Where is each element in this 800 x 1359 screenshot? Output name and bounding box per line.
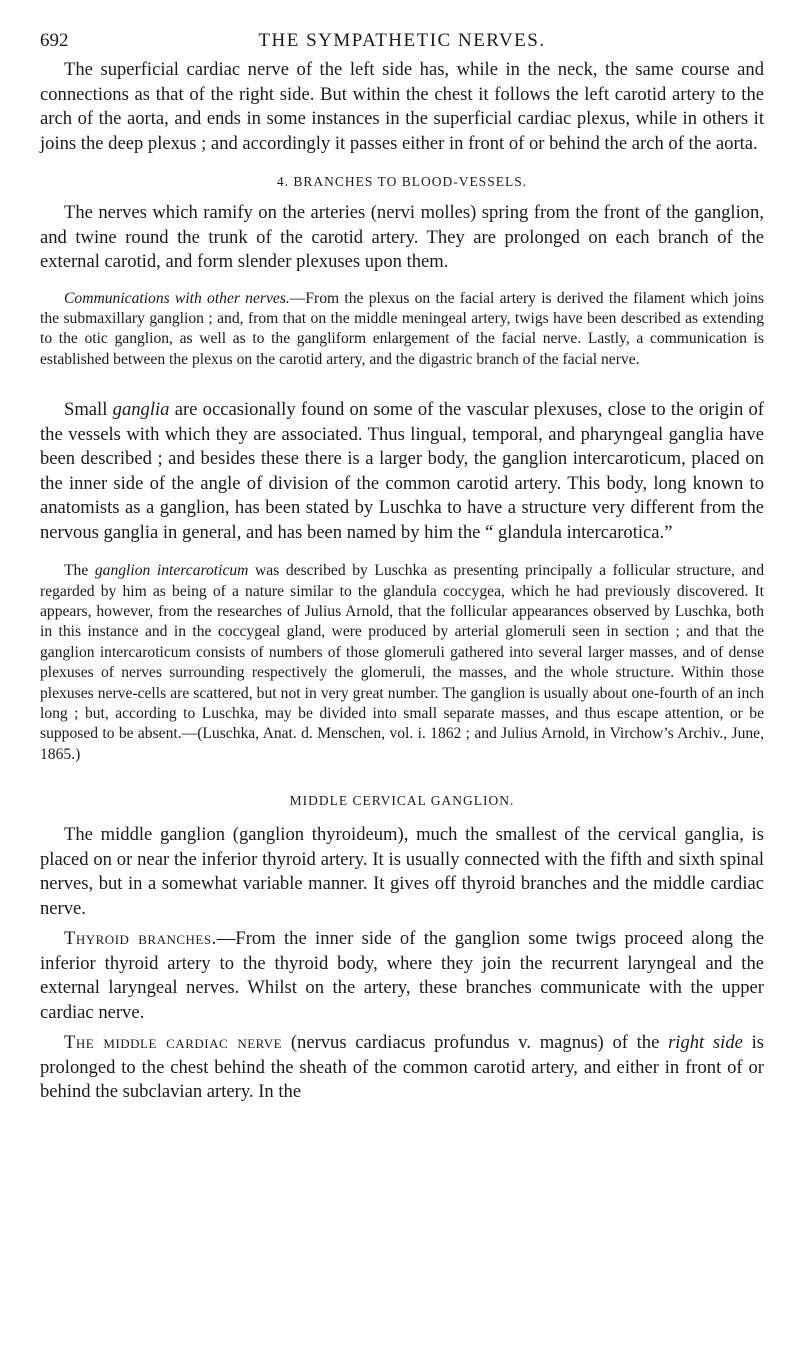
middle-cardiac-text2: is prolonged to the chest behind the sheath of the common carotid artery, and either in front of or behind the subclavian artery. In the	[40, 1032, 764, 1103]
paragraph-middle-ganglion: The middle ganglion (ganglion thyroideum), much the smallest of the cervical ganglia, is placed on or near the inferior thyroid artery. It is usually connected with the fifth and sixth spinal nerves, but in a somewhat variable manner. It gives off thyroid branches and the middle cardiac nerve.	[40, 824, 764, 919]
middle-cardiac-lead: The middle cardiac nerve	[64, 1032, 283, 1054]
paragraph-small-ganglia	[40, 398, 764, 545]
small-ganglia-after: are occasionally found on some of the vascular plexuses, close to the origin of the vessels with which they are associated. Thus lingual, temporal, and pharyngeal ganglia have been described ; and besides these there is a larger body, the ganglion intercaroticum, placed on the inner side of the angle of division of the common carotid artery. This body, long known to anatomists as a ganglion, has been stated by Luschka to have a structure very different from the nervous ganglia in general, and has been named by him the “ glandula intercarotica.”	[40, 399, 764, 543]
intercaroticum-term: ganglion intercaroticum	[94, 562, 249, 580]
communications-text: —From the plexus on the facial artery is derived the filament which joins the submaxillary ganglion ; and, from that on the middle meningeal artery, twigs have been described as extending to the otic ganglion, as well as to the gangliform enlargement of the facial nerve. Lastly, a communication is established between the plexus on the carotid artery, and the digastric branch of the facial nerve.	[40, 289, 764, 368]
page-header	[40, 26, 764, 54]
thyroid-branches-text: —From the inner side of the ganglion some twigs proceed along the inferior thyroid artery to the thyroid body, where they join the recurrent laryngeal and the external laryngeal nerves. Whilst on the artery, these branches communicate with the upper cardiac nerve.	[40, 928, 764, 1023]
paragraph-nervi-molles: The nerves which ramify on the arteries (nervi molles) spring from the front of the ganglion, and twine round the trunk of the carotid artery. They are prolonged on each branch of the external carotid, and form slender plexuses upon them.	[40, 202, 764, 272]
middle-cardiac-text1: (nervus cardiacus profundus v. magnus) of the	[282, 1032, 669, 1054]
paragraph-thyroid-branches	[40, 927, 764, 1025]
small-ganglia-before: Small	[64, 399, 113, 421]
thyroid-branches-lead: Thyroid branches.	[64, 928, 217, 950]
paragraph-communications	[40, 289, 764, 371]
page-number: 692	[40, 30, 69, 51]
right-side-term: right side	[668, 1032, 743, 1054]
running-title: THE SYMPATHETIC NERVES.	[258, 30, 546, 51]
intercaroticum-after: was described by Luschka as presenting principally a follicular structure, and regarded by him as being of a nature similar to the glandula coccygea, which he had previously discovered. It appears, however, from the researches of Julius Arnold, that the follicular appearances observed by Luschka, both in this instance and in the coccygeal gland, were produced by arterial glomeruli seen in section ; and that the ganglion intercaroticum consists of numbers of those glomeruli gathered into several larger masses, and of dense plexuses of nerves surrounding respectively the glomeruli, the masses, and the whole structure. Within those plexuses nerve-cells are scattered, but not in very great number. The ganglion is usually about one-fourth of an inch long ; but, according to Luschka, may be divided into small separate masses, and thus escape attention, or be supposed to be absent.—(Luschka, Anat. d. Menschen, vol. i. 1862 ; and Julius Arnold, in Virchow’s Archiv., June, 1865.)	[40, 562, 765, 763]
intercaroticum-before: The	[64, 562, 95, 580]
section-heading-branches-to-blood-vessels: 4. BRANCHES TO BLOOD-VESSELS.	[276, 174, 528, 189]
paragraph-middle-cardiac-nerve	[40, 1031, 764, 1105]
section-heading-middle-cervical-ganglion: MIDDLE CERVICAL GANGLION.	[289, 793, 515, 809]
paragraph-ganglion-intercaroticum	[40, 561, 764, 765]
communications-lead: Communications with other nerves.	[64, 289, 290, 307]
paragraph-left-superficial-cardiac: The superficial cardiac nerve of the left side has, while in the neck, the same course and connections as that of the right side. But within the chest it follows the left carotid artery to the arch of the aorta, and ends in some instances in the superficial cardiac plexus, while in others it joins the deep plexus ; and accordingly it passes either in front of or behind the arch of the aorta.	[40, 59, 764, 154]
ganglia-term: ganglia	[112, 399, 170, 421]
